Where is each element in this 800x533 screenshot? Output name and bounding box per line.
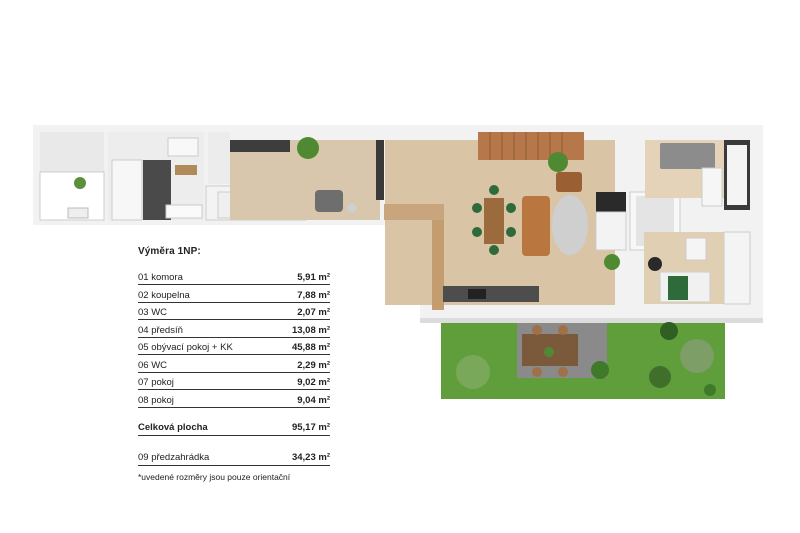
room-pokoj-08 — [644, 232, 750, 304]
total-label: Celková plocha — [138, 421, 208, 433]
room-komora — [40, 132, 104, 220]
room-area: 7,88 m² — [297, 289, 330, 301]
room-area: 5,91 m² — [297, 272, 330, 283]
garden — [441, 322, 725, 399]
area-legend — [138, 246, 330, 482]
room-area: 45,88 m² — [291, 342, 330, 353]
room-living-kitchen — [384, 132, 626, 310]
total-value: 95,17 m² — [291, 421, 330, 433]
room-area: 9,04 m² — [297, 394, 330, 406]
legend-row — [138, 394, 330, 408]
room-area: 9,02 m² — [297, 377, 330, 388]
room-label: 01 komora — [138, 272, 183, 283]
legend-row — [138, 376, 330, 390]
room-label: 08 pokoj — [138, 394, 174, 406]
room-label: 02 koupelna — [138, 289, 190, 301]
room-area: 2,29 m² — [297, 359, 330, 371]
room-koupelna — [108, 132, 204, 220]
legend-row — [138, 271, 330, 285]
room-area: 2,07 m² — [297, 307, 330, 318]
garden-label: 09 předzahrádka — [138, 451, 210, 463]
legend-title: Výměra 1NP: — [138, 246, 201, 257]
disclaimer-note: *uvedené rozměry jsou pouze orientační — [138, 471, 291, 482]
room-label: 06 WC — [138, 359, 168, 371]
legend-row — [138, 359, 330, 373]
staircase — [478, 132, 584, 160]
room-label: 05 obývací pokoj + KK — [138, 342, 233, 353]
legend-row — [138, 324, 330, 338]
garden-value: 34,23 m² — [291, 451, 330, 463]
room-label: 07 pokoj — [138, 377, 174, 388]
room-predsin — [230, 137, 384, 220]
legend-row — [138, 289, 330, 303]
legend-row — [138, 306, 330, 320]
room-label: 03 WC — [138, 307, 168, 318]
room-area: 13,08 m² — [291, 324, 330, 336]
total-area-row — [138, 422, 330, 436]
garden-area-row — [138, 452, 330, 466]
room-label: 04 předsíň — [138, 324, 183, 336]
legend-row — [138, 341, 330, 355]
